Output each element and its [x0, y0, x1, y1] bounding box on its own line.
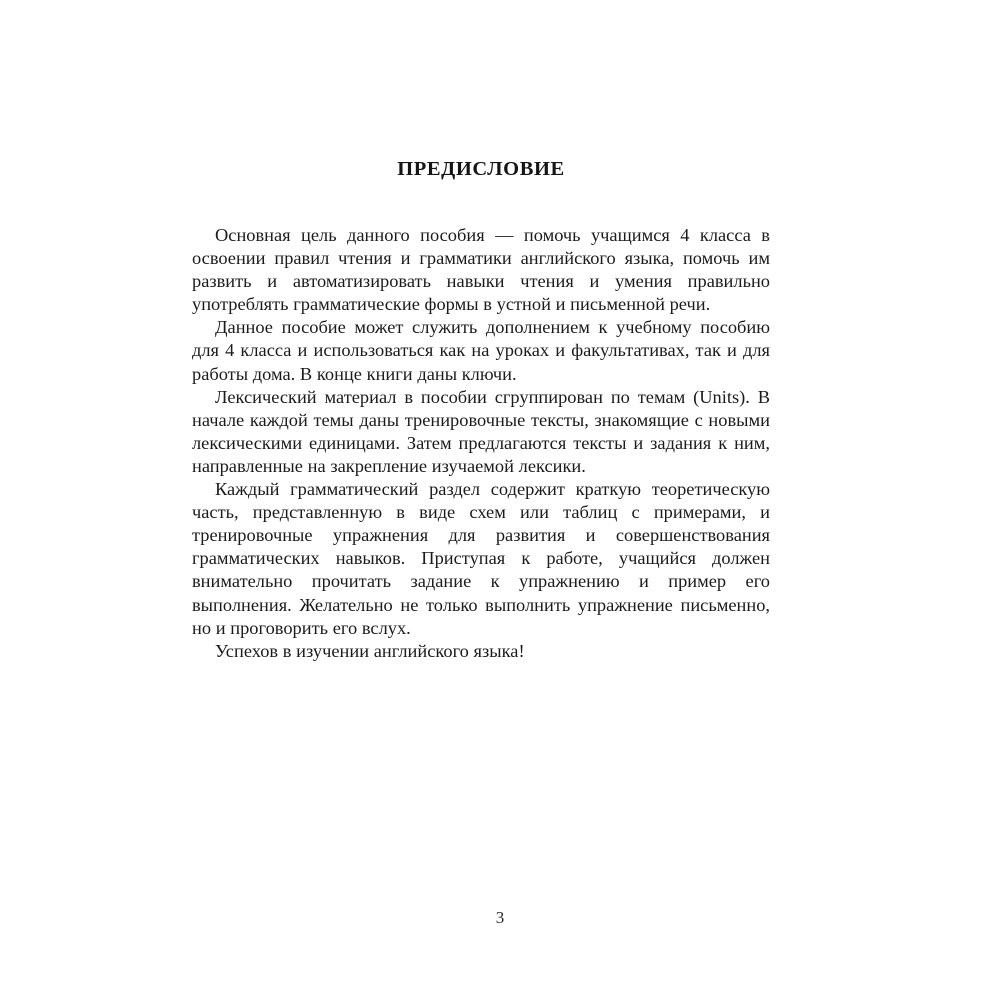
paragraph: Лексический материал в пособии сгруппирован по темам (Units). В начале каждой темы даны тренировочные тексты, знакомящие с новыми лексическими единицами. Затем предлагаются тексты и задания к ним, направленные на закрепление изучаемой лексики.: [192, 386, 770, 476]
paragraph: Данное пособие может служить дополнением к учебному пособию для 4 класса и использоваться как на уроках и факультативах, так и для работы дома. В конце книги даны ключи.: [192, 317, 770, 384]
paragraph: Каждый грамматический раздел содержит краткую теоретическую часть, представленную в виде схем или таблиц с примерами, и тренировочные упражнения для развития и совершенствования грамматических навыков. Приступая к работе, учащийся должен внимательно прочитать задание к упражнению и пример его выполнения. Желательно не только выполнить упражнение письменно, но и проговорить его вслух.: [192, 479, 770, 638]
paragraph: Успехов в изучении английского языка!: [215, 640, 525, 661]
preface-body: [192, 224, 770, 663]
text-column: [192, 150, 770, 663]
page-title: ПРЕДИСЛОВИЕ: [397, 158, 565, 180]
paragraph: Основная цель данного пособия — помочь учащимся 4 класса в освоении правил чтения и грамматики английского языка, помочь им развить и автоматизировать навыки чтения и умения правильно употреблять грамматические формы в устной и письменной речи.: [192, 225, 770, 315]
page-number: 3: [495, 908, 505, 927]
